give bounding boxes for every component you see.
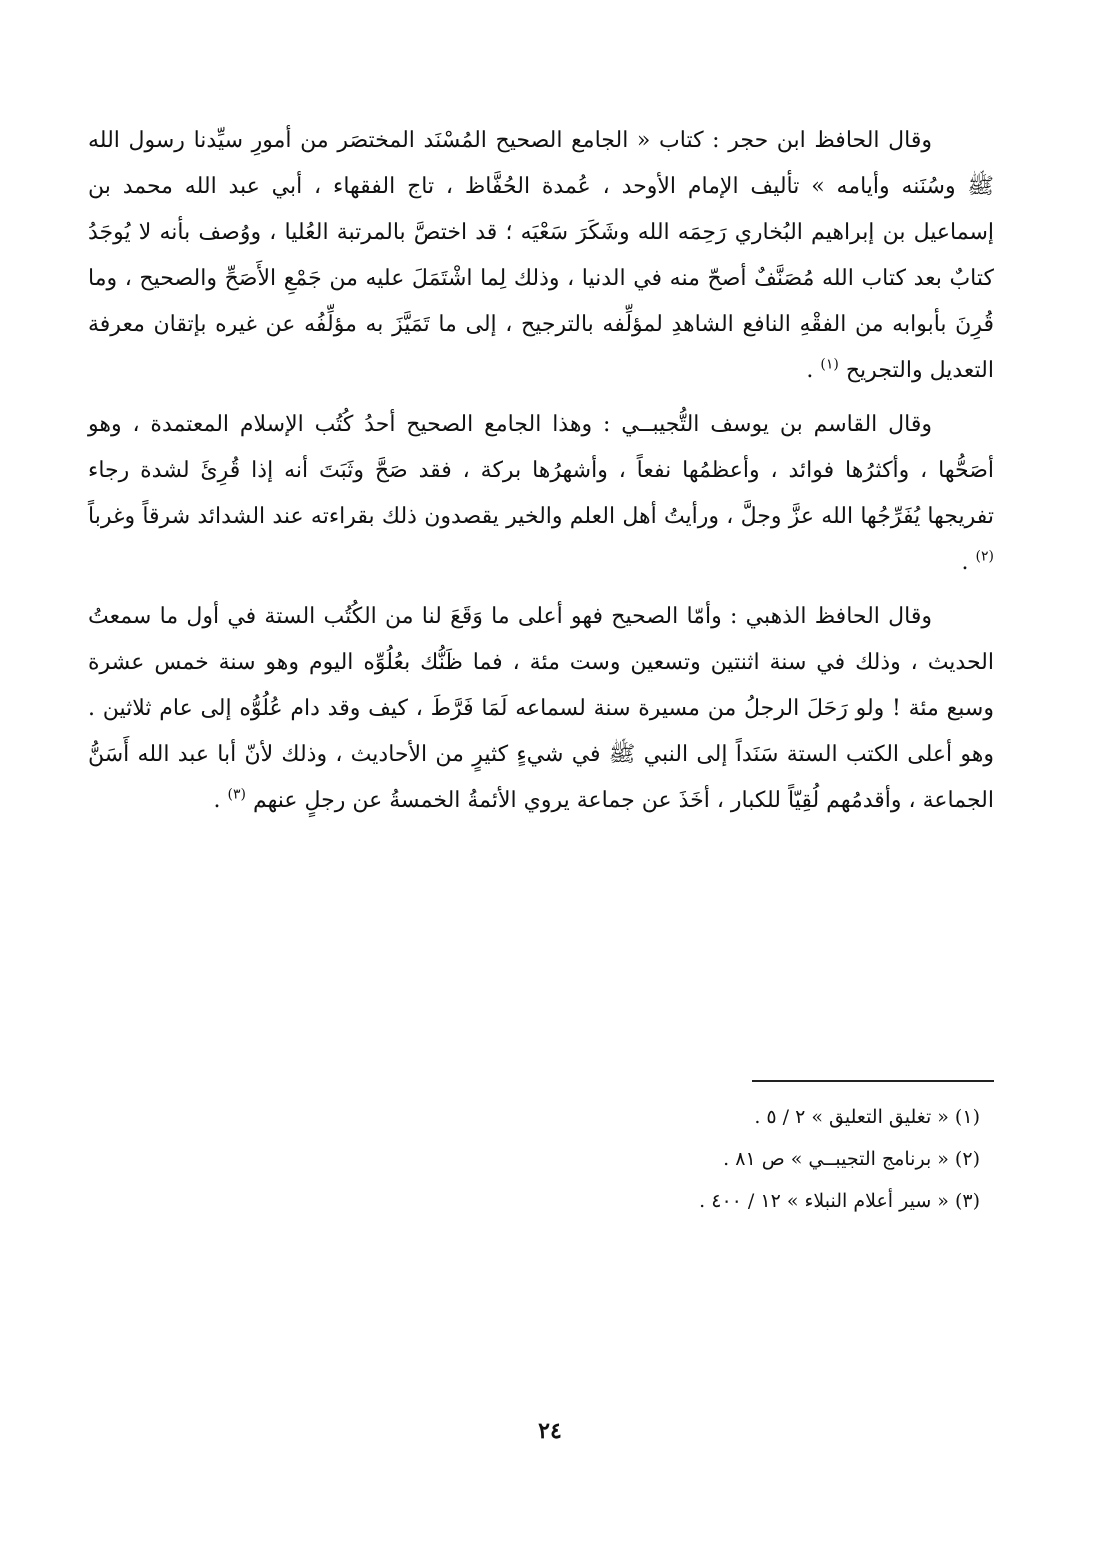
end-mark: . [961, 550, 976, 575]
footnote-ref: (١) [820, 356, 839, 373]
footnote-2: (٢) « برنامج التجيبــي » ص ٨١ . [723, 1148, 980, 1170]
footnote-ref: (٢) [975, 548, 994, 565]
end-mark: . [213, 788, 228, 813]
paragraph-ibn-hajar [88, 118, 994, 394]
paragraph-text: وقال الحافظ ابن حجر : كتاب « الجامع الصحيح المُسْنَد المختصَر من أمورِ سيِّدنا رسول الله ﷺ وسُنَنه وأيامه » تأليف الإمام الأوحد ، عُمدة الحُفَّاظ ، تاج الفقهاء ، أبي عبد الله محمد بن إسماعيل بن إبراهيم البُخاري رَحِمَه الله وشَكَرَ سَعْيَه ؛ قد اختصَّ بالمرتبة العُليا ، ووُصف بأنه لا يُوجَدُ كتابٌ بعد كتاب الله مُصَنَّفٌ أصحّ منه في الدنيا ، وذلك لِما اشْتَمَلَ عليه من جَمْعِ الأَصَحِّ والصحيح ، وما قُرِنَ بأبوابه من الفقْهِ النافع الشاهدِ لمؤلِّفه بالترجيح ، إلى ما تَمَيَّزَ به مؤلِّفُه عن غيره بإتقان معرفة التعديل والتجريح [88, 128, 994, 383]
footnote-ref: (٣) [227, 786, 246, 803]
end-mark: . [806, 358, 821, 383]
footnotes [300, 1096, 980, 1222]
page-number: ٢٤ [538, 1418, 562, 1444]
footnote-1: (١) « تغليق التعليق » ٢ / ٥ . [754, 1106, 980, 1128]
paragraph-text: وقال القاسم بن يوسف التُّجيبــي : وهذا الجامع الصحيح أحدُ كُتُب الإسلام المعتمدة ، وهو أصَحُّها ، وأكثرُها فوائد ، وأعظمُها نفعاً ، وأشهرُها بركة ، فقد صَحَّ وثَبَتَ أنه إذا قُرِئَ لشدة رجاء تفريجها يُفَرِّجُها الله عزَّ وجلَّ ، ورأيتُ أهل العلم والخير يقصدون ذلك بقراءته عند الشدائد شرقاً وغرباً [88, 412, 994, 529]
footnote-3: (٣) « سير أعلام النبلاء » ١٢ / ٤٠٠ . [699, 1190, 980, 1212]
footnote-separator [752, 1080, 994, 1082]
paragraph-dhahabi [88, 594, 994, 824]
body-text [88, 118, 994, 832]
paragraph-tujibi [88, 402, 994, 586]
paragraph-text: وقال الحافظ الذهبي : وأمّا الصحيح فهو أعلى ما وَقَعَ لنا من الكُتُب الستة في أول ما سمعتُ الحديث ، وذلك في سنة اثنتين وتسعين وست مئة ، فما ظَنُّك بعُلُوِّه اليوم وهو سنة خمس عشرة وسبع مئة ! ولو رَحَلَ الرجلُ من مسيرة سنة لسماعه لَمَا فَرَّطَ ، كيف وقد دام عُلُوُّه إلى عام ثلاثين . وهو أعلى الكتب الستة سَنَداً إلى النبي ﷺ في شيءٍ كثيرٍ من الأحاديث ، وذلك لأنّ أبا عبد الله أَسَنُّ الجماعة ، وأقدمُهم لُقِيّاً للكبار ، أخَذَ عن جماعة يروي الأئمةُ الخمسةُ عن رجلٍ عنهم [88, 604, 994, 813]
